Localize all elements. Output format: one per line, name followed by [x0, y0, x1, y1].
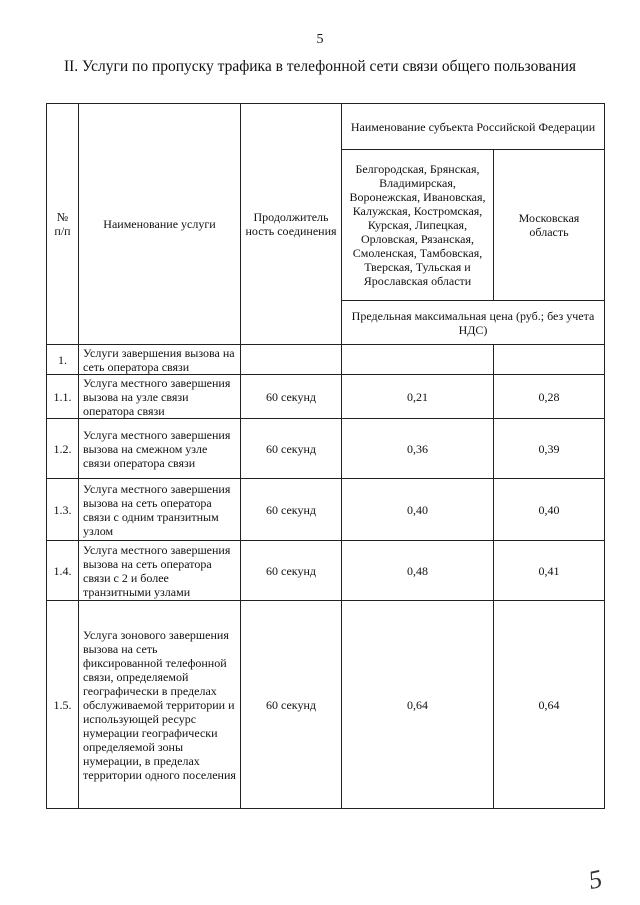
- row-num: 1.1.: [47, 375, 79, 419]
- row-num: 1.: [47, 345, 79, 375]
- row-price-group: 0,36: [342, 419, 494, 479]
- row-num: 1.2.: [47, 419, 79, 479]
- row-price-moscow: 0,64: [494, 601, 605, 809]
- header-duration: Продолжитель ность соединения: [241, 104, 342, 345]
- row-service: Услуга местного завершения вызова на узле связи оператора связи: [79, 375, 241, 419]
- row-price-group: [342, 345, 494, 375]
- row-price-group: 0,64: [342, 601, 494, 809]
- row-duration: 60 секунд: [241, 541, 342, 601]
- header-subject: Наименование субъекта Российской Федерации: [342, 104, 605, 150]
- table-row: [47, 541, 605, 601]
- row-price-moscow: [494, 345, 605, 375]
- header-service: Наименование услуги: [79, 104, 241, 345]
- row-num: 1.3.: [47, 479, 79, 541]
- header-row: [47, 104, 605, 150]
- row-duration: 60 секунд: [241, 601, 342, 809]
- tariff-table: [46, 103, 605, 809]
- page-number: 5: [316, 32, 324, 47]
- header-moscow-region: Московская область: [494, 150, 605, 301]
- row-price-moscow: 0,40: [494, 479, 605, 541]
- row-duration: 60 секунд: [241, 375, 342, 419]
- row-num: 1.5.: [47, 601, 79, 809]
- row-price-group: 0,48: [342, 541, 494, 601]
- header-price: Предельная максимальная цена (руб.; без учета НДС): [342, 301, 605, 345]
- row-service: Услуга местного завершения вызова на сеть оператора связи с 2 и более транзитными узлами: [79, 541, 241, 601]
- row-num: 1.4.: [47, 541, 79, 601]
- header-region-group: Белгородская, Брянская, Владимирская, Воронежская, Ивановская, Калужская, Костромская, Курская, Липецкая, Орловская, Рязанская, Смоленская, Тамбовская, Тверская, Тульская и Ярославская области: [342, 150, 494, 301]
- row-price-group: 0,21: [342, 375, 494, 419]
- header-num: № п/п: [47, 104, 79, 345]
- table-row: [47, 375, 605, 419]
- row-price-moscow: 0,41: [494, 541, 605, 601]
- row-service: Услуга местного завершения вызова на смежном узле связи оператора связи: [79, 419, 241, 479]
- row-service: Услуги завершения вызова на сеть оператора связи: [79, 345, 241, 375]
- handwritten-page-mark: 5: [586, 863, 605, 896]
- row-duration: [241, 345, 342, 375]
- row-service: Услуга местного завершения вызова на сеть оператора связи с одним транзитным узлом: [79, 479, 241, 541]
- row-price-moscow: 0,28: [494, 375, 605, 419]
- table-row: [47, 601, 605, 809]
- table-row: [47, 345, 605, 375]
- row-price-group: 0,40: [342, 479, 494, 541]
- row-duration: 60 секунд: [241, 419, 342, 479]
- row-duration: 60 секунд: [241, 479, 342, 541]
- table-row: [47, 419, 605, 479]
- section-title: II. Услуги по пропуску трафика в телефонной сети связи общего пользования: [63, 58, 577, 75]
- row-price-moscow: 0,39: [494, 419, 605, 479]
- row-service: Услуга зонового завершения вызова на сеть фиксированной телефонной связи, определяемой географически в пределах обслуживаемой территории и использующей ресурс нумерации географически определяемой зоны нумерации, в пределах территории одного поселения: [79, 601, 241, 809]
- table-row: [47, 479, 605, 541]
